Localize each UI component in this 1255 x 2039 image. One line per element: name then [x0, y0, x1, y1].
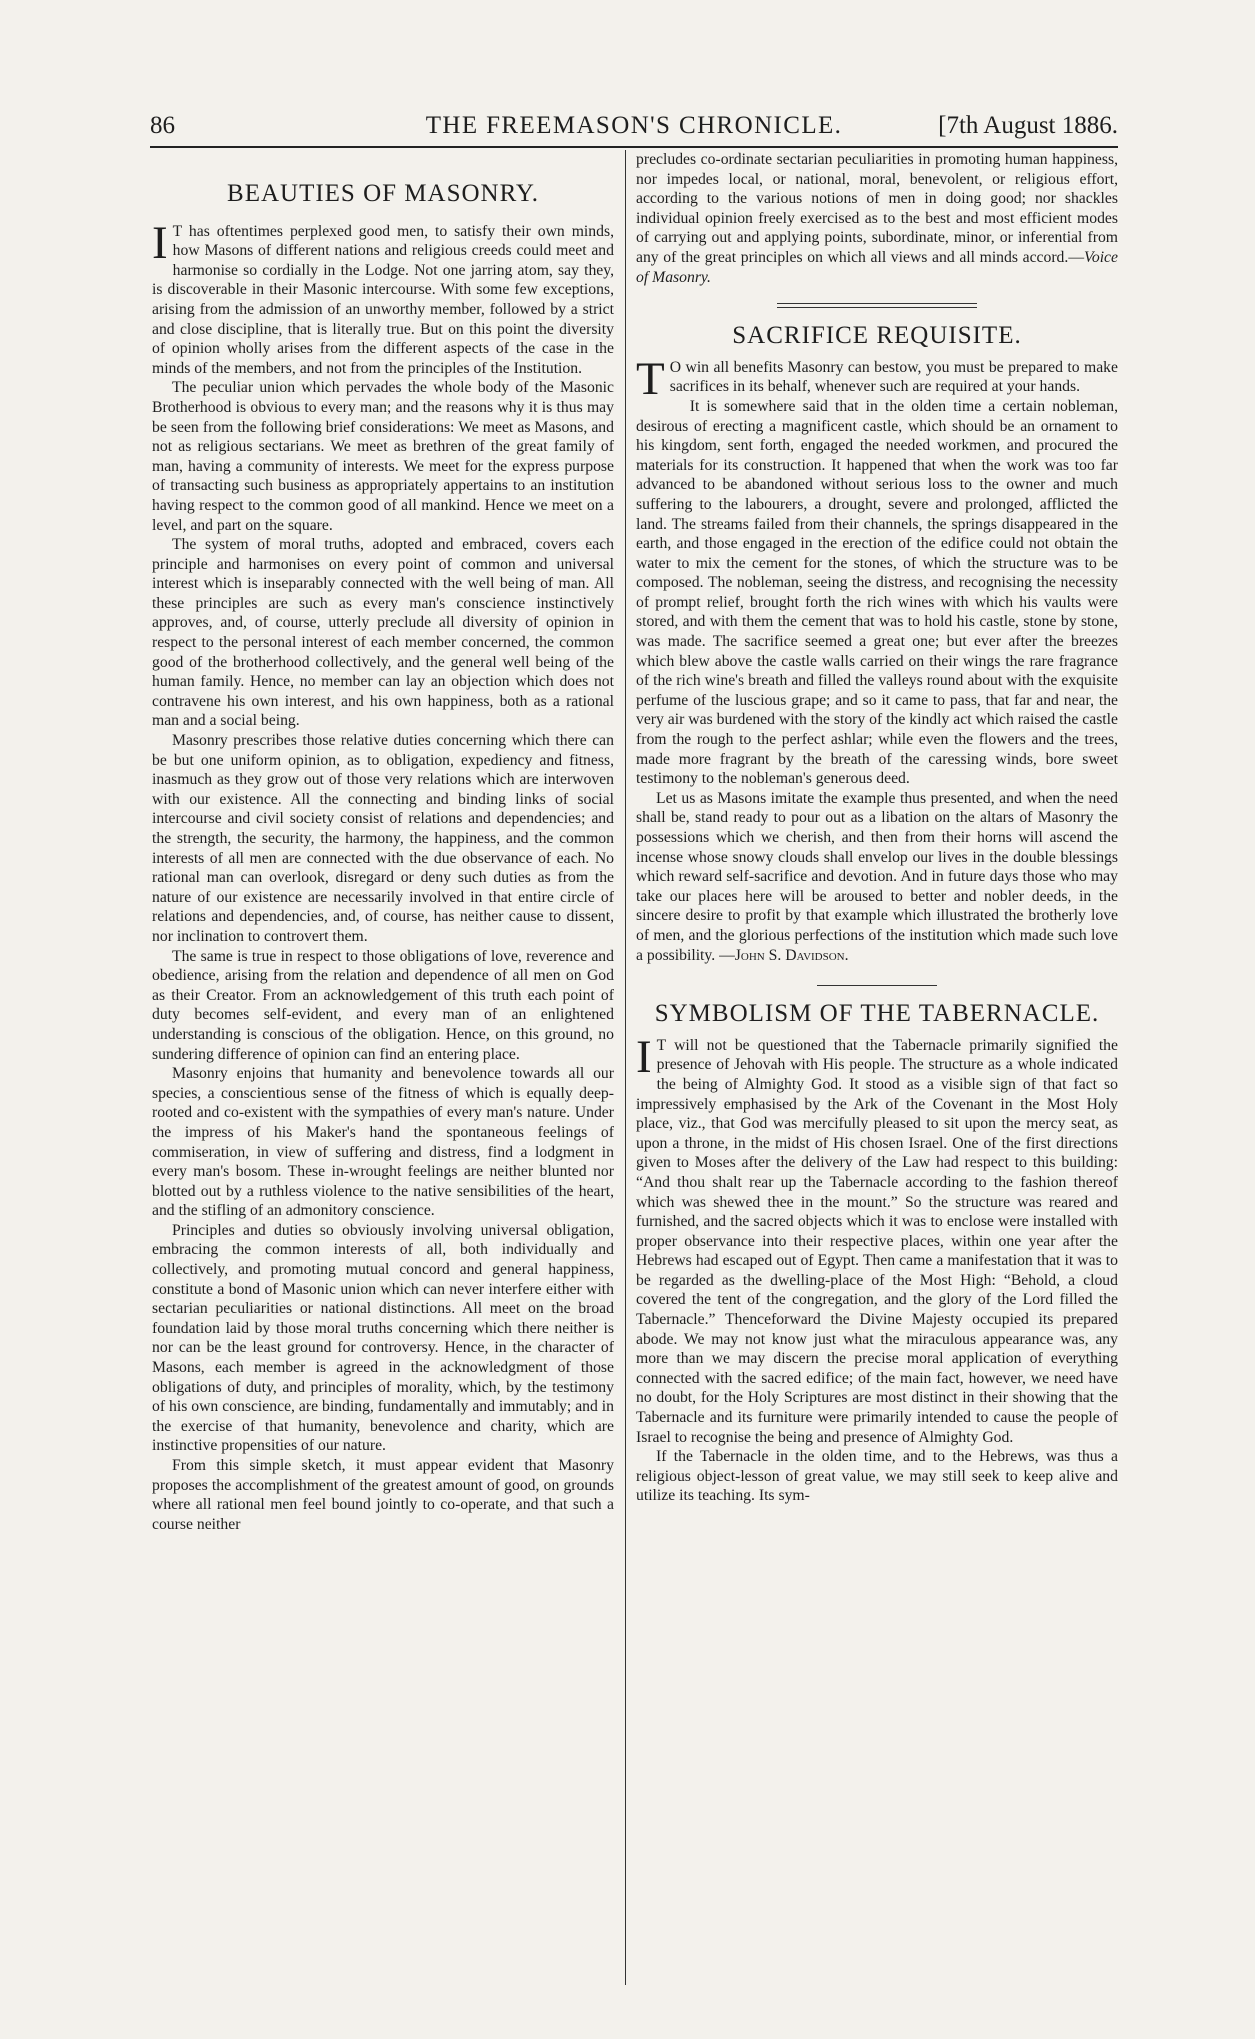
article-paragraph: It is somewhere said that in the olden time a certain nobleman, desirous of erecting a magnificent castle, which should be an ornament to his kingdom, sent forth, engaged the needed workmen, and procured the materials for its construction. It happened that when the work was too far advanced to be abandoned without serious loss to the owner and much suffering to the labourers, a drought, severe and prolonged, afflicted the land. The streams failed from their channels, the springs disappeared in the earth, and those engaged in the erection of the edifice could not obtain the water to mix the cement for the stones, of which the structure was to be composed. The nobleman, seeing the distress, and recognising the necessity of prompt relief, brought forth the rich wines with which his vaults were stored, and with them the cement that was to hold his castle, stone by stone, was made. The sacrifice seemed a great one; but ever after the breezes which blew above the castle walls carried on their wings the rare fragrance of the rich wine's breath and filled the valleys round about with the exquisite perfume of the luscious grape; and so it came to pass, that far and near, the very air was burdened with the story of the kindly act which raised the castle from the rough to the perfect ashlar; while even the flowers and the trees, made more fragrant by the breath of the caressing winds, bore sweet testimony to the nobleman's generous deed. [636, 397, 1118, 788]
right-column [636, 150, 1118, 1980]
left-column [152, 154, 614, 1984]
article-heading-beauties: BEAUTIES OF MASONRY. [227, 180, 539, 207]
section-separator [817, 985, 937, 986]
article-heading-sacrifice: SACRIFICE REQUISITE. [732, 322, 1022, 350]
article-paragraph: Masonry prescribes those relative duties concerning which there can be but one uniform opinion, as to obligation, expediency and fitness, inasmuch as they grow out of those very relations which are interwoven with our existence. All the connecting and binding links of social intercourse and civil society consist of relations and dependencies; and the strength, the security, the harmony, the happiness, and the common interests of all men are connected with the due observance of each. No rational man can overlook, disregard or deny such duties as from the nature of our existence are necessarily involved in that entire circle of relations and dependencies, and, of course, has neither cause to dissent, nor inclination to controvert them. [152, 732, 614, 945]
column-divider [625, 150, 626, 1985]
article-paragraph: TO win all benefits Masonry can bestow, you must be prepared to make sacrifices in its behalf, whenever such are required at your hands. [636, 352, 1118, 405]
article-paragraph: Principles and duties so obviously involving universal obligation, embracing the common interests of all, both individually and collectively, and promoting mutual concord and general happiness, constitute a bond of Masonic union which can never interfere either with sectarian peculiarities or national distinctions. All meet on the broad foundation laid by those moral truths concerning which there neither is nor can be the least ground for controversy. Hence, in the character of Masons, each member is agreed in the acknowledgment of those obligations of duty, and principles of morality, which, by the testimony of his own conscience, are binding, fundamentally and immutably; and in the exercise of that humanity, benevolence and charity, which are instinctive propensities of our nature. [152, 1221, 614, 1455]
paragraph-text: Let us as Masons imitate the example thus presented, and when the need shall be, stand ready to pour out as a libation on the altars of Masonry the possessions which we cherish, and then from their horns will ascend the incense whose snowy clouds shall envelop our lives in the double blessings which reward self-sacrifice and devotion. And in future days those who may take our places here will be aroused to better and nobler deeds, in the sincere desire to profit by that example which illustrated the brotherly love of men, and the glorious perfections of the institution which made such love a possibility. [636, 789, 1118, 964]
article-continuation: precludes co-ordinate sectarian peculiarities in promoting human happiness, nor impedes local, or national, moral, benevolent, or religious effort, according to the various notions of men in doing good; nor shackles individual opinion freely exercised as to the best and most efficient modes of carrying out and applying points, subordinate, minor, or inferential from any of the great principles on which all views and all minds accord.—Voice of Masonry. [636, 151, 1118, 286]
publication-title: THE FREEMASON'S CHRONICLE. [425, 112, 843, 139]
article-paragraph: IT will not be questioned that the Tabernacle primarily signified the presence of Jehovah with His people. The structure as a whole indicated the being of Almighty God. It stood as a visible sign of that fact so impressively emphasised by the Ark of the Covenant in the Most Holy place, viz., that God was mercifully pleased to sit upon the mercy seat, as upon a throne, in the midst of His chosen Israel. One of the first directions given to Moses after the delivery of the Law had respect to this building: “And thou shalt rear up the Tabernacle according to the fashion thereof which was shewed thee in the mount.” So the structure was reared and furnished, and the sacred objects which it was to enclose were installed with proper observance into their respective places, within one year after the Hebrews had escaped out of Egypt. Then came a manifestation that it was to be regarded as the dwelling-place of the Most High: “Behold, a cloud covered the tent of the congregation, and the glory of the Lord filled the Tabernacle.” Thenceforward the Divine Majesty occupied its prepared abode. We may not know just what the miraculous appearance was, any more than we may discern the precise moral application of everything connected with the sacred edifice; of the main fact, however, we need have no doubt, for the Holy Scriptures are most distinct in their showing that the Tabernacle and its furniture were primarily intended to cause the people of Israel to recognise the being and presence of Almighty God. [636, 1030, 1118, 1446]
issue-date: [7th August 1886. [938, 112, 1118, 139]
continuation-text: precludes co-ordinate sectarian peculiarities in promoting human happiness, nor impedes local, or national, moral, benevolent, or religious effort, according to the various notions of men in doing good; nor shackles individual opinion freely exercised as to the best and most efficient modes of carrying out and applying points, subordinate, minor, or inferential from any of the great principles on which all views and all minds accord. [636, 151, 1118, 266]
article-paragraph: IT has oftentimes perplexed good men, to satisfy their own minds, how Masons of different nations and religious creeds could meet and harmonise so cordially in the Lodge. Not one jarring atom, say they, is discoverable in their Masonic intercourse. With some few exceptions, arising from the admission of an unworthy member, followed by a strict and close discipline, that is literally true. But on this point the diversity of opinion wholly arises from the different aspects of the case in the minds of the members, and not from the principles of the Institution. [152, 216, 614, 377]
header-rule [150, 146, 1118, 148]
page-header [150, 112, 1118, 146]
author-signature: —John S. Davidson. [719, 946, 849, 964]
article-source: Voice of Masonry. [636, 248, 1118, 286]
page-number: 86 [150, 112, 175, 139]
article-paragraph: If the Tabernacle in the olden time, and to the Hebrews, was thus a religious object-lesson of great value, we may still seek to keep alive and utilize its teaching. Its sym- [636, 1448, 1118, 1505]
section-separator [777, 303, 977, 308]
article-paragraph: The system of moral truths, adopted and embraced, covers each principle and harmonises on every point of common and universal interest which is inseparably connected with the well being of man. All these principles are such as every man's conscience instinctively approves, and, of course, utterly preclude all diversity of opinion in respect to the personal interest of each member concerned, the common good of the brotherhood collectively, and the general well being of the human family. Hence, no member can lay an objection which does not contravene his own interest, and his own happiness, both as a rational man and a social being. [152, 536, 614, 730]
article-paragraph [636, 789, 1118, 965]
article-paragraph: The peculiar union which pervades the whole body of the Masonic Brotherhood is obvious to every man; and the reasons why it is thus may be seen from the following brief considerations: We meet as Masons, and not as religious sectarians. We meet as brethren of the great family of man, having a community of interests. We meet for the express purpose of transacting such business as appropriately appertains to an institution having respect to the common good of all mankind. Hence we meet on a level, and part on the square. [152, 379, 614, 534]
article-heading-symbolism: SYMBOLISM OF THE TABERNACLE. [654, 1000, 1100, 1028]
article-paragraph: The same is true in respect to those obligations of love, reverence and obedience, arising from the relation and dependence of all men on God as their Creator. From an acknowledgement of this truth each point of duty becomes self-evident, and every man of an enlightened understanding is conscious of the obligation. Hence, on this ground, no sundering difference of opinion can find an entering place. [152, 947, 614, 1063]
article-paragraph: Masonry enjoins that humanity and benevolence towards all our species, a conscientious sense of the fitness of which is equally deep-rooted and co-existent with the sympathies of every man's nature. Under the impress of his Maker's hand the spontaneous feelings of commiseration, in view of suffering and distress, find a lodgment in every man's bosom. These in-wrought feelings are neither blunted nor blotted out by a ruthless violence to the native sensibilities of the heart, and the stifling of an admonitory conscience. [152, 1065, 614, 1220]
article-paragraph: From this simple sketch, it must appear evident that Masonry proposes the accomplishment of the greatest amount of good, on grounds where all rational men feel bound jointly to co-operate, and that such a course neither [152, 1457, 614, 1533]
